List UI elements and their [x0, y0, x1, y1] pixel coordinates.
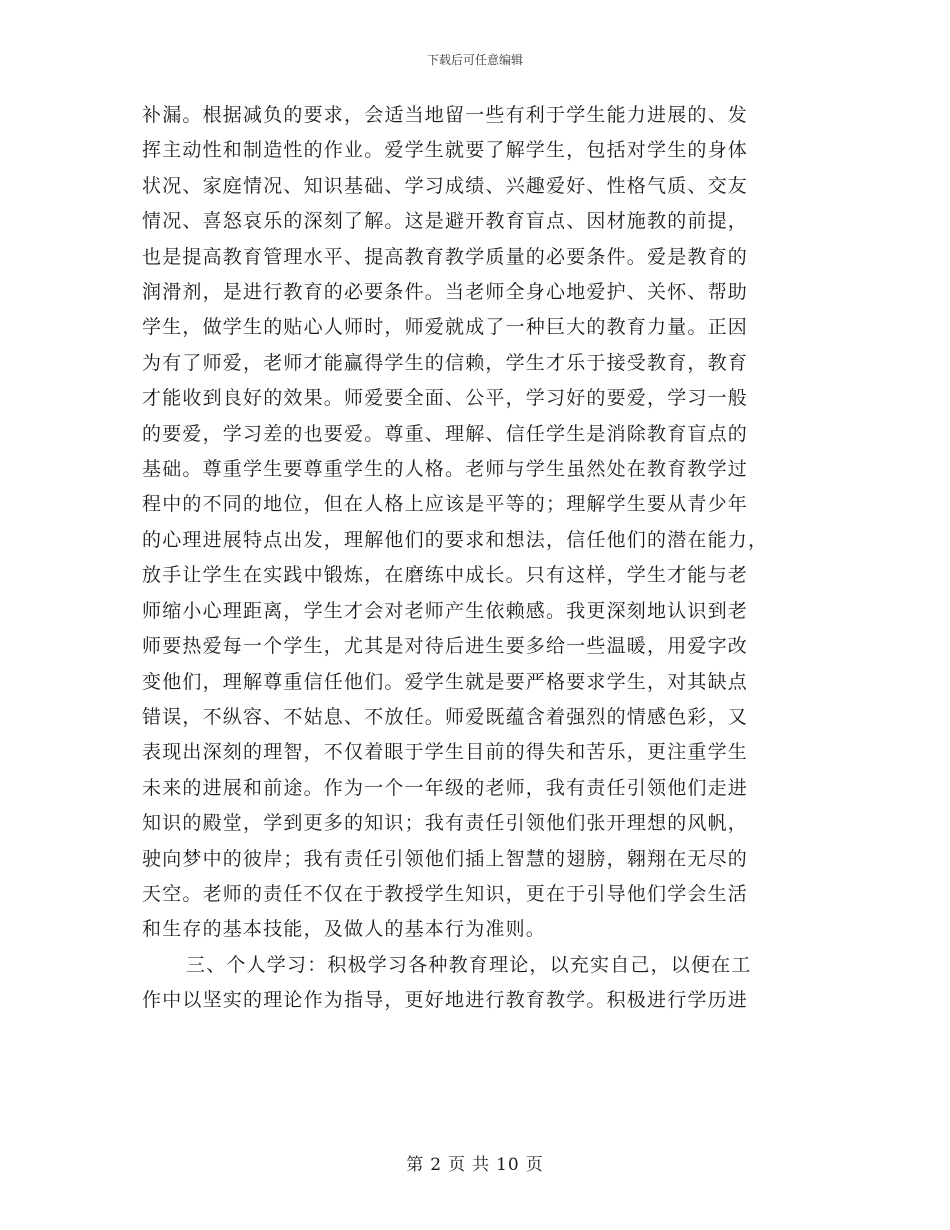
text-line: 基础。尊重学生要尊重学生的人格。老师与学生虽然处在教育教学过	[142, 458, 749, 481]
document-body	[142, 98, 802, 1019]
text-line: 变他们，理解尊重信任他们。爱学生就是要严格要求学生，对其缺点	[142, 670, 749, 693]
text-line: 挥主动性和制造性的作业。爱学生就要了解学生，包括对学生的身体	[142, 139, 749, 162]
footer-label-total: 页	[525, 1155, 544, 1175]
text-line: 作中以坚实的理论作为指导，更好地进行教育教学。积极进行学历进	[142, 989, 749, 1012]
footer-label-page: 页	[448, 1155, 467, 1175]
text-line: 也是提高教育管理水平、提高教育教学质量的必要条件。爱是教育的	[142, 245, 749, 268]
text-line: 程中的不同的地位，但在人格上应该是平等的；理解学生要从青少年	[142, 493, 749, 516]
paragraph-1	[142, 98, 802, 948]
text-line: 师缩小心理距离，学生才会对老师产生依赖感。我更深刻地认识到老	[142, 599, 749, 622]
text-line: 放手让学生在实践中锻炼，在磨练中成长。只有这样，学生才能与老	[142, 564, 749, 587]
text-line: 三、个人学习：积极学习各种教育理论，以充实自己，以便在工	[186, 953, 752, 976]
text-line: 师要热爱每一个学生，尤其是对待后进生要多给一些温暖，用爱字改	[142, 635, 749, 658]
footer-total-pages: 10	[496, 1155, 520, 1175]
text-line: 才能收到良好的效果。师爱要全面、公平，学习好的要爱，学习一般	[142, 387, 749, 410]
text-line: 为有了师爱，老师才能赢得学生的信赖，学生才乐于接受教育，教育	[142, 351, 749, 374]
text-line: 润滑剂，是进行教育的必要条件。当老师全身心地爱护、关怀、帮助	[142, 281, 749, 304]
text-line: 天空。老师的责任不仅在于教授学生知识，更在于引导他们学会生活	[142, 882, 749, 905]
text-line: 驶向梦中的彼岸；我有责任引领他们插上智慧的翅膀，翱翔在无尽的	[142, 847, 749, 870]
text-line: 的要爱，学习差的也要爱。尊重、理解、信任学生是消除教育盲点的	[142, 422, 749, 445]
text-line: 表现出深刻的理智，不仅着眼于学生目前的得失和苦乐，更注重学生	[142, 741, 749, 764]
text-line: 的心理进展特点出发，理解他们的要求和想法，信任他们的潜在能力，	[142, 528, 769, 551]
text-line: 和生存的基本技能，及做人的基本行为准则。	[142, 918, 547, 941]
text-line: 补漏。根据减负的要求，会适当地留一些有利于学生能力进展的、发	[142, 104, 749, 126]
text-line: 学生，做学生的贴心人师时，师爱就成了一种巨大的教育力量。正因	[142, 316, 749, 339]
paragraph-2	[142, 948, 802, 1019]
page-footer	[0, 1154, 950, 1176]
text-line: 未来的进展和前途。作为一个一年级的老师，我有责任引领他们走进	[142, 776, 749, 799]
text-line: 状况、家庭情况、知识基础、学习成绩、兴趣爱好、性格气质、交友	[142, 174, 749, 197]
text-line: 错误，不纵容、不姑息、不放任。师爱既蕴含着强烈的情感色彩，又	[142, 705, 749, 728]
footer-label-prefix: 第	[406, 1155, 425, 1175]
text-line: 情况、喜怒哀乐的深刻了解。这是避开教育盲点、因材施教的前提，	[142, 210, 749, 233]
footer-current-page: 2	[430, 1155, 443, 1175]
text-line: 知识的殿堂，学到更多的知识；我有责任引领他们张开理想的风帆，	[142, 812, 749, 835]
page-header-note: 下载后可任意编辑	[426, 53, 523, 67]
footer-label-total-prefix: 共	[472, 1155, 491, 1175]
